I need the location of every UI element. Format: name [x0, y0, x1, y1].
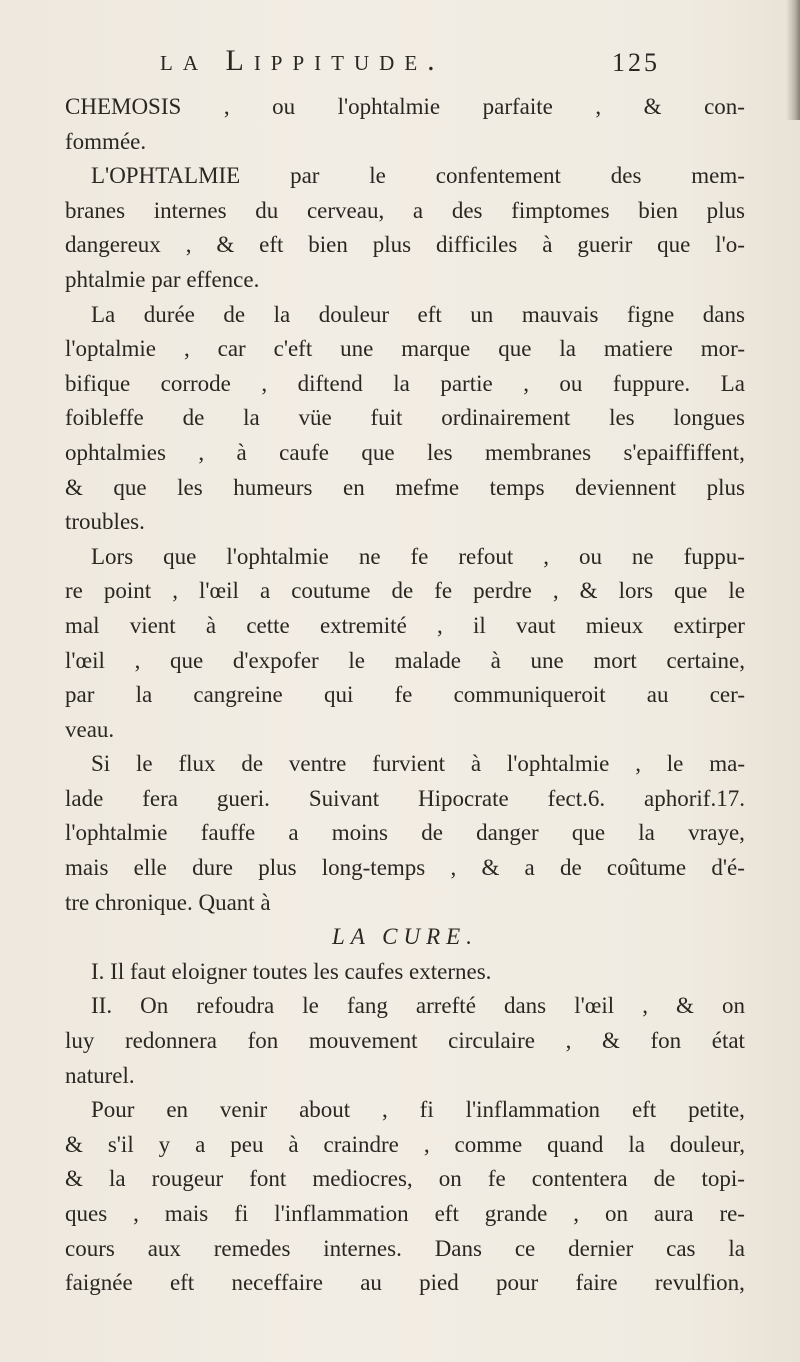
word: , [595, 94, 602, 119]
word: lors [618, 578, 654, 604]
word: fera [142, 785, 178, 811]
word: dangereux [65, 232, 161, 258]
word: , [261, 370, 268, 396]
page-edge-shadow [786, 0, 800, 120]
word: , [423, 1131, 430, 1157]
text-line: I. Il faut eloigner toutes les caufes externes. [91, 958, 492, 984]
word: fon [650, 1028, 682, 1054]
word: au [360, 1270, 382, 1296]
word: eft [434, 1201, 459, 1226]
text-line [65, 609, 745, 644]
word: vüe [298, 405, 332, 431]
word: peu [230, 1131, 264, 1157]
word: la [559, 336, 576, 362]
text-line [65, 782, 745, 817]
word: au [646, 682, 669, 708]
word: con- [704, 94, 745, 119]
word: état [711, 1028, 745, 1054]
word: à [236, 439, 247, 465]
word: perdre [473, 578, 532, 604]
text-line: tre chronique. Quant à [65, 889, 271, 915]
text-line [65, 1162, 745, 1197]
text-line [65, 401, 745, 436]
word: L'OPHTALMIE [91, 163, 241, 189]
word: coûtume [606, 855, 687, 881]
text-line: veau. [65, 716, 115, 742]
word: & [65, 474, 83, 500]
word: & [601, 1028, 620, 1054]
word: que [674, 578, 708, 604]
word: ventre [288, 751, 347, 777]
text-line [65, 332, 745, 367]
text-line [65, 367, 745, 402]
word: La [91, 301, 116, 327]
word: foibleffe [65, 405, 144, 431]
word: à [542, 232, 553, 258]
word: eft [417, 301, 442, 327]
word: mais [65, 855, 109, 881]
word: partie [440, 370, 493, 396]
word: mieux [585, 612, 644, 638]
text-line [65, 194, 745, 229]
word: figne [626, 301, 675, 327]
word: à [490, 647, 501, 673]
word: grande [484, 1201, 548, 1226]
text-line [65, 471, 745, 506]
word: flux [178, 751, 216, 777]
word: fang [346, 993, 388, 1019]
word: dans [503, 993, 547, 1019]
word: par [65, 682, 95, 708]
word: , [543, 543, 549, 569]
word: revulfion, [654, 1270, 745, 1296]
word: CHEMOSIS [65, 94, 182, 119]
word: la [108, 1166, 126, 1192]
word: communiqueroit [453, 682, 606, 708]
word: dure [192, 855, 233, 881]
word: , [382, 1097, 388, 1123]
word: parfaite [482, 94, 553, 119]
word: la [628, 1131, 645, 1157]
text-line [65, 816, 745, 851]
word: bifique [65, 370, 131, 396]
word: la [273, 301, 291, 327]
word: re [65, 578, 83, 604]
word: cas [666, 1235, 696, 1261]
word: , [565, 1028, 572, 1054]
word: fuppu- [683, 543, 745, 569]
running-title: la Lippitude. [160, 44, 445, 77]
word: fuppure. [612, 370, 691, 396]
word: , [450, 855, 457, 881]
word: mauvais [521, 301, 599, 327]
word: neceffaire [231, 1270, 323, 1296]
word: re- [719, 1201, 745, 1226]
word: luy [65, 1028, 95, 1054]
text-line [65, 678, 745, 713]
word: que [571, 820, 606, 846]
word: d'expofer [232, 647, 319, 673]
word: que [657, 232, 691, 258]
word: des [451, 197, 483, 223]
word: en [166, 1097, 189, 1123]
word: s'il [107, 1131, 134, 1157]
word: remedes [213, 1235, 291, 1261]
word: le [302, 993, 319, 1019]
word: durée [143, 301, 195, 327]
word: moins [331, 820, 389, 846]
word: l'inflammation [274, 1201, 409, 1226]
word: des [610, 163, 642, 189]
word: diftend [297, 370, 363, 396]
word: font [249, 1166, 287, 1192]
word: les [427, 439, 453, 465]
word: l'œil [574, 993, 615, 1019]
word: II. [91, 993, 113, 1019]
word: & [579, 578, 598, 604]
word: vaut [515, 612, 556, 638]
word: refout [458, 543, 514, 569]
word: c'eft [273, 336, 313, 362]
word: car [217, 336, 246, 362]
word: la [243, 405, 260, 431]
word: le [728, 578, 745, 604]
word: l'o- [715, 232, 745, 258]
word: une [340, 336, 374, 362]
word: faire [575, 1270, 618, 1296]
word: , [223, 94, 230, 119]
word: fe [434, 578, 453, 604]
text-line [65, 747, 745, 782]
word: douleur [318, 301, 389, 327]
word: plus [258, 855, 297, 881]
word: , [183, 336, 190, 362]
word: , [198, 439, 205, 465]
word: s'epaiffiffent, [623, 439, 745, 465]
word: que [361, 439, 395, 465]
text-line [65, 159, 745, 194]
word: petite, [688, 1097, 745, 1123]
text-line [65, 1024, 745, 1059]
word: On [140, 993, 169, 1019]
word: deviennent [575, 474, 677, 500]
word: a [524, 855, 535, 881]
word: à [470, 751, 482, 777]
word: branes [65, 197, 126, 223]
word: Lors [91, 543, 134, 569]
word: fect.6. [547, 785, 606, 811]
word: dans [702, 301, 745, 327]
word: y [158, 1131, 171, 1157]
word: de [421, 820, 443, 846]
word: fe [487, 1166, 506, 1192]
word: de [559, 855, 582, 881]
word: , [172, 578, 178, 604]
word: d'é- [711, 855, 745, 881]
word: extirper [673, 612, 745, 638]
word: mouvement [308, 1028, 418, 1054]
word: ophtalmies [65, 439, 166, 465]
word: fe [394, 682, 413, 708]
word: bien [308, 232, 348, 258]
word: que [498, 336, 532, 362]
word: que [113, 474, 147, 500]
word: elle [133, 855, 167, 881]
word: par [290, 163, 320, 189]
word: l'œil [199, 578, 239, 604]
word: l'ophtalmie [337, 94, 441, 119]
word: l'inflammation [465, 1097, 601, 1123]
word: cerveau, [306, 197, 385, 223]
text-line [65, 540, 745, 575]
section-heading: LA CURE. [332, 924, 478, 950]
word: ou [578, 543, 602, 569]
word: a [412, 197, 424, 223]
text-line [65, 1232, 745, 1267]
word: marque [401, 336, 471, 362]
word: mal [65, 612, 100, 638]
word: faignée [65, 1270, 133, 1296]
word: certaine, [666, 647, 745, 673]
word: dernier [568, 1235, 634, 1261]
word: ne [358, 543, 381, 569]
text-line [65, 574, 745, 609]
word: aphorif.17. [644, 785, 745, 811]
word: , [642, 993, 648, 1019]
word: fi [419, 1097, 434, 1123]
word: on [438, 1166, 462, 1192]
word: longues [673, 405, 745, 431]
word: mort [593, 647, 637, 673]
word: , [573, 1201, 580, 1226]
text-line [65, 644, 745, 679]
word: Pour [91, 1097, 135, 1123]
word: eft [169, 1270, 195, 1296]
word: l'œil [65, 647, 105, 673]
word: malade [394, 647, 462, 673]
word: a [259, 578, 271, 604]
word: humeurs [233, 474, 313, 500]
word: les [609, 405, 635, 431]
word: l'ophtalmie [65, 820, 168, 846]
word: topi- [701, 1166, 745, 1192]
word: circulaire [448, 1028, 535, 1054]
word: coutume [291, 578, 371, 604]
word: , [552, 578, 559, 604]
text-line: troubles. [65, 509, 145, 535]
word: vraye, [688, 820, 745, 846]
word: le [666, 751, 684, 777]
word: fon [247, 1028, 279, 1054]
word: eft [259, 232, 284, 258]
word: à [205, 612, 217, 638]
word: caufe [279, 439, 329, 465]
word: membranes [485, 439, 592, 465]
word: mem- [691, 163, 745, 189]
word: guerir [577, 232, 633, 258]
word: ou [272, 94, 296, 119]
word: & [643, 94, 662, 119]
word: cours [65, 1235, 115, 1261]
word: & [65, 1166, 83, 1192]
word: en [343, 474, 365, 500]
word: de [241, 751, 264, 777]
word: il [472, 612, 486, 638]
word: la [728, 1235, 745, 1261]
word: ma- [709, 751, 745, 777]
word: , [635, 751, 641, 777]
word: contentera [531, 1166, 628, 1192]
word: rougeur [151, 1166, 224, 1192]
word: fauffe [200, 820, 256, 846]
word: pour [496, 1270, 539, 1296]
word: fuit [370, 405, 403, 431]
word: le [348, 647, 365, 673]
word: & [481, 855, 500, 881]
word: on [721, 993, 745, 1019]
word: douleur, [669, 1131, 745, 1157]
word: gueri. [216, 785, 270, 811]
word: de [182, 405, 205, 431]
text-line [65, 1266, 745, 1301]
word: difficiles [436, 232, 518, 258]
word: fi [234, 1201, 249, 1226]
word: furvient [372, 751, 445, 777]
word: la [393, 370, 410, 396]
text-line: naturel. [65, 1062, 135, 1088]
word: un [470, 301, 494, 327]
word: de [391, 578, 414, 604]
word: ques [65, 1201, 108, 1226]
text-line [65, 90, 745, 125]
word: ordinairement [441, 405, 571, 431]
word: internes. [323, 1235, 402, 1261]
word: Si [91, 751, 111, 777]
word: refoudra [196, 993, 275, 1019]
word: ne [631, 543, 654, 569]
word: comme [454, 1131, 523, 1157]
word: l'ophtalmie [506, 751, 610, 777]
word: corrode [160, 370, 231, 396]
word: confentement [435, 163, 561, 189]
word: que [163, 543, 197, 569]
word: , [185, 232, 192, 258]
word: cette [246, 612, 290, 638]
word: aux [147, 1235, 181, 1261]
word: La [720, 370, 745, 396]
word: a [288, 820, 299, 846]
word: matiere [603, 336, 673, 362]
word: à [288, 1131, 299, 1157]
word: les [177, 474, 203, 500]
word: cangreine [193, 682, 283, 708]
word: , [523, 370, 529, 396]
word: du [255, 197, 279, 223]
word: le [136, 751, 153, 777]
word: long-temps [321, 855, 426, 881]
word: point [103, 578, 152, 604]
word: & [216, 232, 235, 258]
word: temps [489, 474, 545, 500]
word: la [638, 820, 655, 846]
word: internes [153, 197, 227, 223]
word: l'ophtalmie [226, 543, 329, 569]
word: mediocres, [312, 1166, 413, 1192]
word: craindre [323, 1131, 399, 1157]
text-line [65, 851, 745, 886]
word: la [135, 682, 153, 708]
text-line [65, 436, 745, 471]
text-line [65, 228, 745, 263]
word: venir [219, 1097, 268, 1123]
word: & [65, 1131, 83, 1157]
word: fe [410, 543, 429, 569]
word: le [369, 163, 386, 189]
word: vient [129, 612, 176, 638]
word: que [169, 647, 204, 673]
word: & [676, 993, 694, 1019]
word: about [299, 1097, 351, 1123]
word: qui [323, 682, 354, 708]
page-header [160, 44, 660, 88]
text-line [65, 298, 745, 333]
word: mais [164, 1201, 209, 1226]
word: , [133, 1201, 139, 1226]
word: plus [372, 232, 412, 258]
word: Hipocrate [418, 785, 509, 811]
word: ce [514, 1235, 536, 1261]
body-text [65, 90, 745, 1301]
word: cer- [709, 682, 745, 708]
word: pied [419, 1270, 459, 1296]
word: de [223, 301, 246, 327]
word: plus [706, 197, 745, 223]
word: quand [547, 1131, 604, 1157]
word: une [530, 647, 564, 673]
word: , [134, 647, 141, 673]
word: bien [638, 197, 678, 223]
word: aura [653, 1201, 694, 1226]
word: danger [476, 820, 539, 846]
text-line: fommée. [65, 128, 147, 154]
word: , [437, 612, 443, 638]
word: ou [559, 370, 583, 396]
word: eft [631, 1097, 657, 1123]
word: l'optalmie [65, 336, 157, 362]
word: mor- [700, 336, 745, 362]
text-line [65, 1093, 745, 1128]
word: fimptomes [511, 197, 610, 223]
word: Suivant [308, 785, 380, 811]
word: redonnera [125, 1028, 217, 1054]
word: mefme [395, 474, 460, 500]
word: a [195, 1131, 206, 1157]
text-line: phtalmie par effence. [65, 266, 260, 292]
text-line [65, 1197, 745, 1232]
word: extremité [319, 612, 407, 638]
word: on [604, 1201, 628, 1226]
word: arrefté [415, 993, 476, 1019]
text-line [65, 989, 745, 1024]
word: lade [65, 785, 104, 811]
word: Dans [434, 1235, 482, 1261]
word: de [653, 1166, 676, 1192]
text-line [65, 1128, 745, 1163]
word: plus [706, 474, 745, 500]
page-number: 125 [612, 48, 660, 77]
